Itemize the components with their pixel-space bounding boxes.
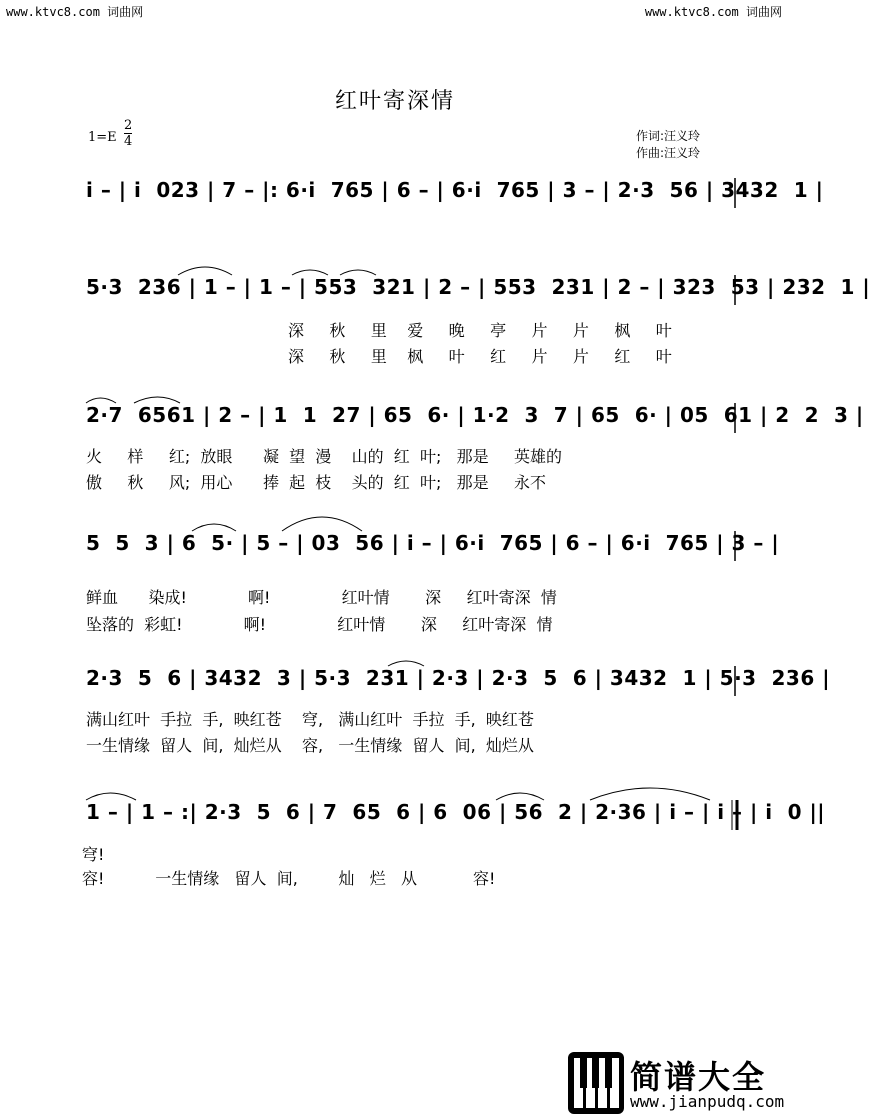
score-row-6: [0, 800, 826, 840]
lyrics-row-5-verse-1: 满山红叶 手拉 手, 映红苍 穹, 满山红叶 手拉 手, 映红苍: [86, 710, 534, 729]
time-numerator: 2: [124, 118, 133, 133]
notes-row-5: 2·3 5 6 | 3432 3 | 5·3 231 | 2·3 | 2·3 5 6 | 3432 1 | 5·3 236 |: [86, 666, 831, 690]
notes-row-3: 2·7 6561 | 2 – | 1 1 27 | 65 6· | 1·2 3 7 | 65 6· | 05 61 | 2 2 3 |: [86, 403, 864, 427]
score-row-2: [0, 275, 870, 315]
lyrics-row-6-verse-2: 容! 一生情缘 留人 间, 灿 烂 从 容!: [82, 869, 496, 888]
lyrics-row-4-verse-1: 鲜血 染成! 啊! 红叶情 深 红叶寄深 情: [86, 588, 557, 607]
composer-credit: 作曲:汪义玲: [636, 146, 701, 160]
logo-url: www.jianpudq.com: [630, 1092, 785, 1111]
score-row-5: [0, 666, 831, 706]
song-title: 红叶寄深情: [334, 89, 455, 114]
lyrics-row-3-verse-2: 傲 秋 风; 用心 捧 起 枝 头的 红 叶; 那是 永不: [86, 473, 547, 492]
logo-title: 简谱大全: [630, 1058, 767, 1096]
lyrics-row-5-verse-2: 一生情缘 留人 间, 灿烂从 容, 一生情缘 留人 间, 灿烂从: [86, 736, 534, 755]
key-signature: 1=E: [88, 130, 117, 145]
time-signature: [124, 118, 132, 149]
score-row-4: [0, 531, 790, 571]
time-denominator: 4: [124, 134, 133, 149]
score-row-1: [0, 178, 824, 218]
lyricist-credit: 作词:汪义玲: [636, 129, 701, 143]
lyrics-row-3-verse-1: 火 样 红; 放眼 凝 望 漫 山的 红 叶; 那是 英雄的: [86, 447, 563, 466]
site-header-left: www.ktvc8.com 词曲网: [6, 5, 144, 19]
lyrics-row-2-verse-2: 深 秋 里 枫 叶 红 片 片 红 叶: [288, 347, 672, 366]
lyrics-row-6-verse-1: 穹!: [82, 845, 105, 864]
site-header-right: www.ktvc8.com 词曲网: [644, 5, 782, 19]
notes-row-6: 1 – | 1 – :| 2·3 5 6 | 7 65 6 | 6 06 | 56 2 | 2·36 | i – | i – | i 0 ||: [86, 800, 826, 824]
notes-row-4: 5 5 3 | 6 5· | 5 – | 03 56 | i – | 6·i 765 | 6 – | 6·i 765 | 3 – |: [86, 531, 780, 555]
lyrics-row-2-verse-1: 深 秋 里 爱 晚 亭 片 片 枫 叶: [288, 321, 672, 340]
notes-row-1: i – | i 023 | 7 – |: 6·i 765 | 6 – | 6·i 765 | 3 – | 2·3 56 | 3432 1 |: [86, 178, 824, 202]
lyrics-row-4-verse-2: 坠落的 彩虹! 啊! 红叶情 深 红叶寄深 情: [86, 615, 553, 634]
notes-row-2: 5·3 236 | 1 – | 1 – | 553 321 | 2 – | 553 231 | 2 – | 323 53 | 232 1 |: [86, 275, 870, 299]
score-row-3: [0, 403, 864, 443]
